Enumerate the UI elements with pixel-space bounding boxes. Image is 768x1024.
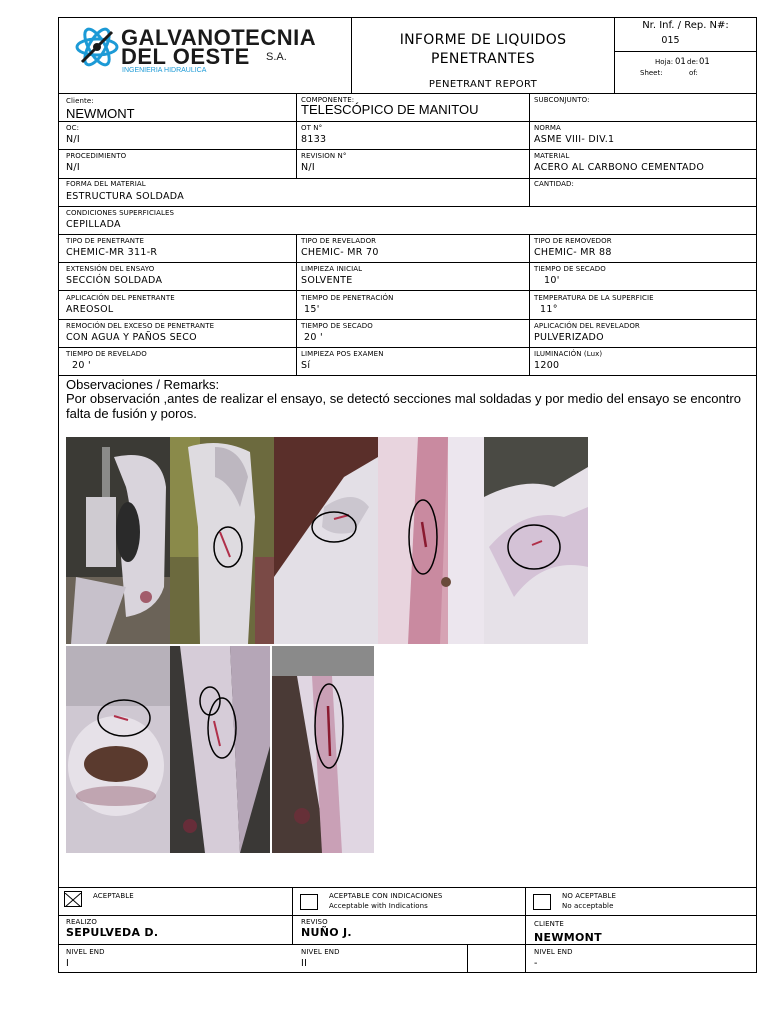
cliente-value: NEWMONT [66,106,135,121]
tiempo-revelado-value: 20 ' [72,360,91,371]
nivel-end-value: - [534,958,538,969]
logo-tagline: INGENIERIA HIDRAULICA [122,67,207,74]
extension-value: SECCIÓN SOLDADA [66,275,163,286]
report-subtitle: PENETRANT REPORT [428,79,538,90]
aplicacion-penetrante-label: APLICACIÓN DEL PENETRANTE [66,294,175,302]
hoja-label: Hoja: [655,58,674,66]
tipo-penetrante-value: CHEMIC-MR 311-R [66,247,158,258]
aceptable-label: ACEPTABLE [93,892,134,900]
procedimiento-value: N/I [66,162,81,173]
componente-label: COMPONENTE: [301,96,355,104]
material-label: MATERIAL [534,152,570,160]
ot-label: OT N° [301,124,323,132]
inspection-photo [274,437,378,644]
of-label: of: [689,69,698,77]
tiempo-secado-2-value: 20 ' [304,332,323,343]
divider [58,887,757,888]
tiempo-secado-2-label: TIEMPO DE SECADO [301,322,373,330]
report-number-label: Nr. Inf. / Rep. N#: [642,20,729,31]
con-indicaciones-checkbox[interactable] [300,894,318,910]
aceptable-checkbox[interactable] [64,891,82,907]
subconjunto-label: SUBCONJUNTO: [534,96,590,104]
logo-line2: DEL OESTE [121,44,250,69]
divider [296,234,297,375]
divider [467,944,468,973]
cliente-sign-label: CLIENTE [534,920,564,928]
limpieza-pos-label: LIMPIEZA POS EXAMEN [301,350,384,358]
divider [58,93,757,94]
divider [296,93,297,178]
iluminacion-value: 1200 [534,360,560,371]
de-value: 01 [699,57,710,67]
temperatura-label: TEMPERATURA DE LA SUPERFICIE [534,294,654,302]
divider [58,915,757,916]
oc-label: OC: [66,124,80,132]
divider [58,944,757,945]
report-number: 015 [661,35,680,46]
cantidad-label: CANTIDAD: [534,180,574,188]
observations-text: Por observación ,antes de realizar el ensayo, se detectó secciones mal soldadas y por medio del ensayo se encontro falta de fusión y poros. [66,391,741,421]
inspection-photo [170,437,274,644]
cliente-label: Cliente: [66,97,94,105]
componente-value: TELESCÓPICO DE MANITOU [301,102,479,117]
reviso-label: REVISO [301,918,328,926]
divider [58,347,757,348]
tipo-revelador-value: CHEMIC- MR 70 [301,247,379,258]
divider [58,319,757,320]
divider [529,93,530,206]
inspection-photo [170,646,270,853]
inspection-photo [378,437,484,644]
revision-value: N/I [301,162,316,173]
condiciones-label: CONDICIONES SUPERFICIALES [66,209,175,217]
inspection-photo [272,646,374,853]
cliente-sign-value: NEWMONT [534,931,602,944]
tipo-penetrante-label: TIPO DE PENETRANTE [66,237,145,245]
iluminacion-label: ILUMINACIÓN (Lux) [534,350,603,358]
realizo-value: SEPULVEDA D. [66,926,159,939]
aplicacion-penetrante-value: AREOSOL [66,304,114,315]
nivel-end-label: NIVEL END [301,948,340,956]
oc-value: N/I [66,134,81,145]
norma-value: ASME VIII- DIV.1 [534,134,615,145]
divider [529,234,530,375]
nivel-end-value: I [66,958,70,969]
reviso-value: NUÑO J. [301,926,352,939]
divider [614,51,757,52]
limpieza-inicial-value: SOLVENTE [301,275,353,286]
forma-value: ESTRUCTURA SOLDADA [66,191,185,202]
tipo-removedor-label: TIPO DE REMOVEDOR [534,237,612,245]
divider [58,290,757,291]
divider [525,887,526,973]
procedimiento-label: PROCEDIMIENTO [66,152,127,160]
sheet-label: Sheet: [640,69,663,77]
forma-label: FORMA DEL MATERIAL [66,180,146,188]
aplicacion-revelador-value: PULVERIZADO [534,332,604,343]
inspection-photo [66,646,170,853]
divider [58,206,757,207]
report-title-line1: INFORME DE LIQUIDOS [399,32,567,48]
tiempo-penetracion-label: TIEMPO DE PENETRACIÓN [301,294,394,302]
tiempo-secado-1-value: 10' [544,275,560,286]
company-logo-icon [74,24,120,70]
checkmark-x-icon [65,893,81,907]
realizo-label: REALIZO [66,918,98,926]
tipo-revelador-label: TIPO DE REVELADOR [301,237,377,245]
material-value: ACERO AL CARBONO CEMENTADO [534,162,705,173]
remocion-value: CON AGUA Y PAÑOS SECO [66,332,197,343]
no-aceptable-sublabel: No acceptable [562,902,614,910]
extension-label: EXTENSIÓN DEL ENSAYO [66,265,155,273]
divider [58,178,757,179]
norma-label: NORMA [534,124,561,132]
condiciones-value: CEPILLADA [66,219,121,230]
tipo-removedor-value: CHEMIC- MR 88 [534,247,612,258]
divider [58,375,757,376]
revision-label: REVISION N° [301,152,347,160]
con-indicaciones-sublabel: Acceptable with Indications [329,902,428,910]
logo-sa: S.A. [266,51,287,63]
divider [58,234,757,235]
report-title-line2: PENETRANTES [431,51,535,67]
divider [58,149,757,150]
limpieza-pos-value: Sí [301,360,311,371]
nivel-end-label: NIVEL END [534,948,573,956]
divider [58,121,757,122]
nivel-end-label: NIVEL END [66,948,105,956]
limpieza-inicial-label: LIMPIEZA INICIAL [301,265,363,273]
inspection-photo [484,437,588,644]
aplicacion-revelador-label: APLICACIÓN DEL REVELADOR [534,322,640,330]
nivel-end-value: II [301,958,308,969]
tiempo-revelado-label: TIEMPO DE REVELADO [66,350,147,358]
tiempo-penetracion-value: 15' [304,304,320,315]
tiempo-secado-1-label: TIEMPO DE SECADO [534,265,606,273]
no-aceptable-checkbox[interactable] [533,894,551,910]
de-label: de: [687,58,699,66]
divider [58,262,757,263]
observations-title: Observaciones / Remarks: [66,377,220,392]
con-indicaciones-label: ACEPTABLE CON INDICACIONES [329,892,443,900]
no-aceptable-label: NO ACEPTABLE [562,892,617,900]
divider [292,887,293,944]
hoja-value: 01 [675,57,686,67]
temperatura-value: 11° [540,304,558,315]
ot-value: 8133 [301,134,327,145]
remocion-label: REMOCIÓN DEL EXCESO DE PENETRANTE [66,322,215,330]
inspection-photo [66,437,170,644]
logo-line1: GALVANOTECNIA [121,25,317,50]
